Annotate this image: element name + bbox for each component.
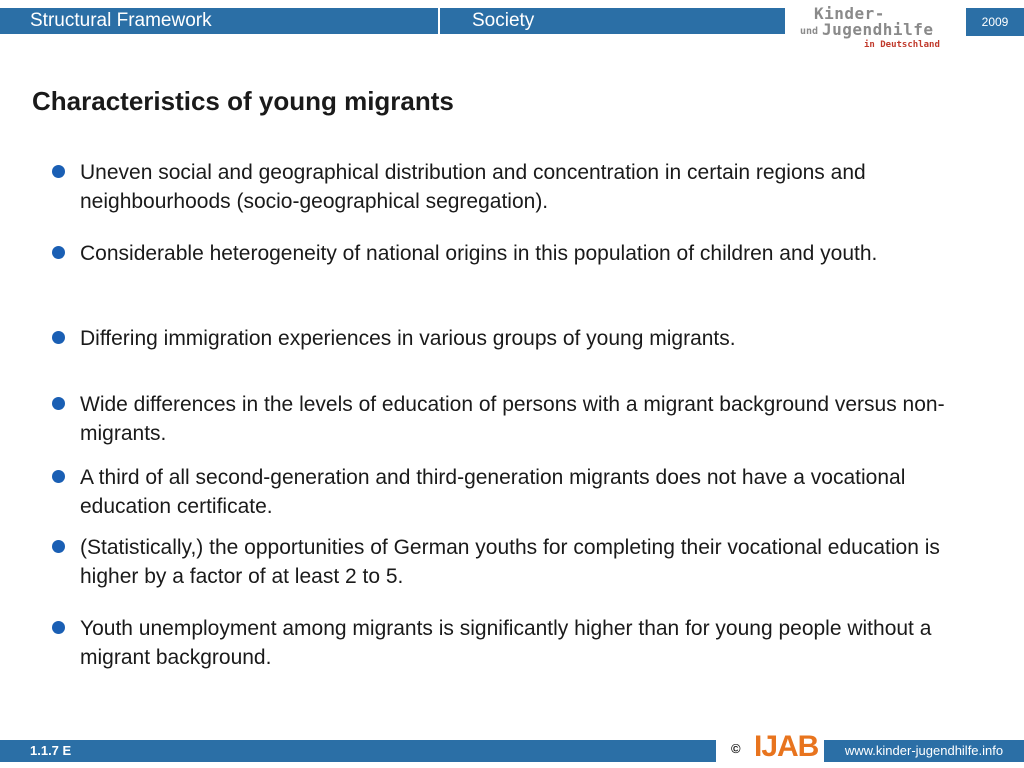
bullet-text: Wide differences in the levels of education of persons with a migrant background versus non-migrants.: [80, 393, 945, 445]
bullet-text: Youth unemployment among migrants is significantly higher than for young people without a migrant background.: [80, 617, 932, 669]
logo-line-und: und: [800, 26, 819, 37]
header-section-society: Society: [472, 10, 535, 31]
bullet-dot-icon: [52, 331, 65, 344]
slide-code: 1.1.7 E: [30, 743, 72, 758]
logo-line-jugendhilfe: Jugendhilfe: [822, 20, 934, 39]
bullet-dot-icon: [52, 621, 65, 634]
year-badge: 2009: [966, 8, 1024, 36]
header-section-structural-framework: Structural Framework: [30, 10, 212, 31]
bullet-text: A third of all second-generation and third-generation migrants does not have a vocational education certificate.: [80, 466, 906, 518]
copyright-symbol: ©: [731, 741, 741, 756]
bullet-dot-icon: [52, 470, 65, 483]
bullet-text: (Statistically,) the opportunities of German youths for completing their vocational education is higher by a factor of at least 2 to 5.: [80, 536, 940, 588]
bullet-text: Uneven social and geographical distribution and concentration in certain regions and neighbourhoods (socio-geographical segregation).: [80, 161, 866, 213]
logo-line-in-deutschland: in Deutschland: [864, 40, 940, 50]
bullet-dot-icon: [52, 246, 65, 259]
kinder-jugendhilfe-logo: [800, 2, 960, 54]
bullet-text: Differing immigration experiences in various groups of young migrants.: [80, 327, 736, 350]
page-title: Characteristics of young migrants: [32, 86, 454, 116]
ijab-logo: [754, 724, 819, 764]
bullet-dot-icon: [52, 397, 65, 410]
website-link[interactable]: www.kinder-jugendhilfe.info: [824, 740, 1024, 762]
footer-bar: [0, 740, 716, 762]
header-bar: [0, 8, 785, 34]
bullet-text: Considerable heterogeneity of national origins in this population of children and youth.: [80, 242, 878, 265]
bullet-dot-icon: [52, 165, 65, 178]
logo-line-kinder: Kinder-: [814, 4, 885, 23]
bullet-dot-icon: [52, 540, 65, 553]
ijab-logo-text: IJAB: [754, 730, 819, 763]
